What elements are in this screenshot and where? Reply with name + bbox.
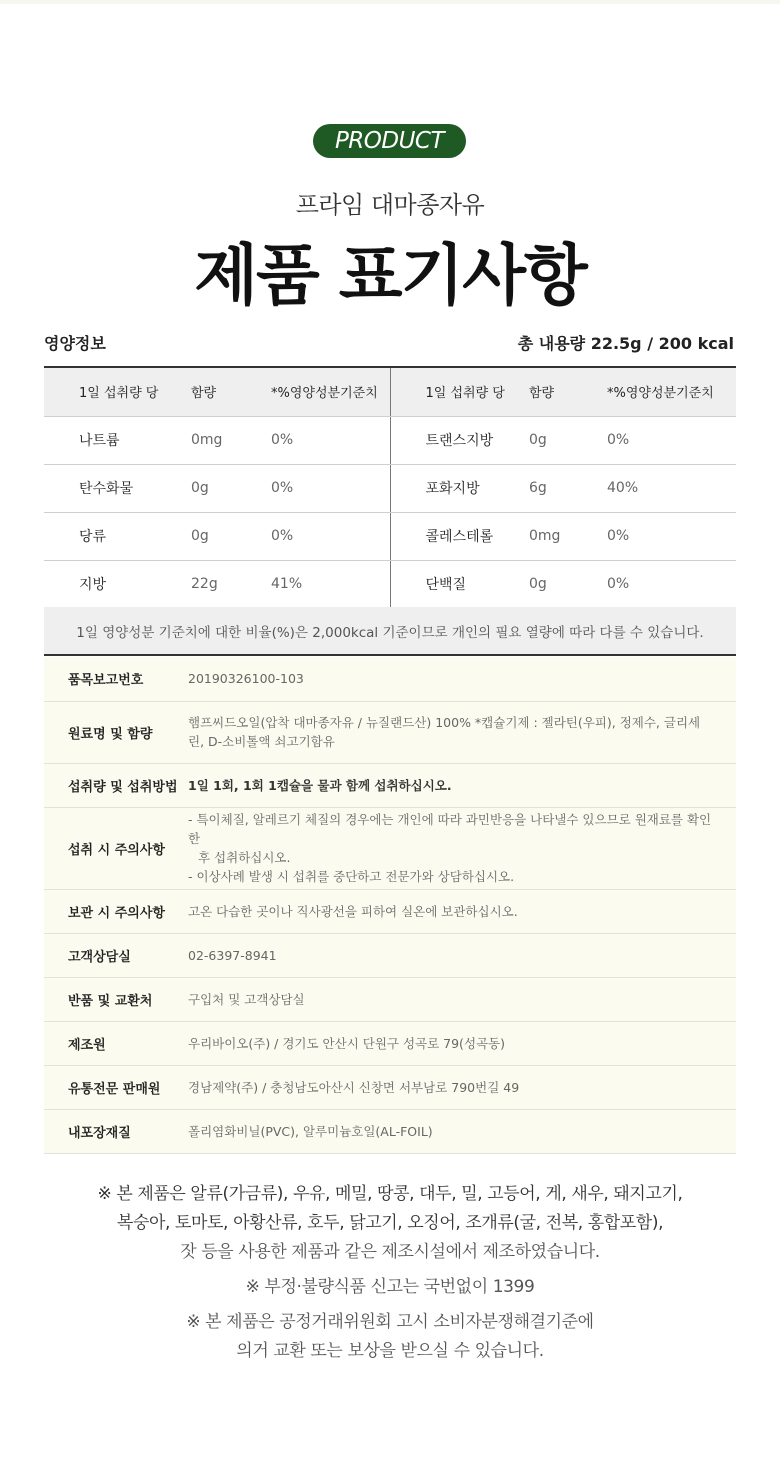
nutrition-row	[44, 512, 736, 560]
nutrition-total: 총 내용량 22.5g / 200 kcal	[517, 334, 734, 353]
nutrient-amount: 0g	[527, 560, 607, 608]
nutrient-amount: 0g	[527, 416, 607, 464]
page-title: 제품 표기사항	[194, 237, 586, 314]
info-row	[44, 889, 736, 933]
col-percent: *%영양성분기준치	[607, 367, 736, 416]
product-info-table	[44, 657, 736, 1154]
info-key: 반품 및 교환처	[44, 977, 188, 1021]
nutrient-name: 콜레스테롤	[390, 512, 527, 560]
nutrient-name: 나트륨	[44, 416, 189, 464]
nutrient-name: 당류	[44, 512, 189, 560]
nutrient-name: 탄수화물	[44, 464, 189, 512]
allergen-notice: 복숭아, 토마토, 아황산류, 호두, 닭고기, 오징어, 조개류(굴, 전복, 홍합포함),	[116, 1213, 664, 1233]
info-value: 햄프씨드오일(압착 대마종자유 / 뉴질랜드산) 100% *캡슐기제 : 젤라틴(우피), 정제수, 글리세린, D-소비톨액 쇠고기함유	[188, 701, 736, 763]
product-name: 프라임 대마종자유	[295, 191, 485, 219]
info-row	[44, 763, 736, 807]
info-value: 경남제약(주) / 충청남도아산시 신창면 서부남로 790번길 49	[188, 1065, 736, 1109]
info-key: 품목보고번호	[44, 657, 188, 701]
info-key: 섭취량 및 섭취방법	[44, 763, 188, 807]
info-value: 20190326100-103	[188, 657, 736, 701]
nutrient-name: 포화지방	[390, 464, 527, 512]
info-key: 제조원	[44, 1021, 188, 1065]
nutrient-amount: 0mg	[527, 512, 607, 560]
info-value: 폴리염화비닐(PVC), 알루미늄호일(AL-FOIL)	[188, 1109, 736, 1153]
col-amount: 함량	[527, 367, 607, 416]
info-key: 유통전문 판매원	[44, 1065, 188, 1109]
nutrition-row	[44, 416, 736, 464]
nutrient-name: 단백질	[390, 560, 527, 608]
info-value: 고온 다습한 곳이나 직사광선을 피하여 실온에 보관하십시오.	[188, 889, 736, 933]
nutrient-percent: 0%	[271, 512, 390, 560]
info-key: 섭취 시 주의사항	[44, 807, 188, 889]
info-key: 보관 시 주의사항	[44, 889, 188, 933]
nutrient-amount: 0g	[189, 512, 271, 560]
report-notice: ※ 부정·불량식품 신고는 국번없이 1399	[245, 1277, 535, 1297]
info-value: 02-6397-8941	[188, 933, 736, 977]
nutrient-amount: 22g	[189, 560, 271, 608]
nutrient-name: 지방	[44, 560, 189, 608]
notice-section	[0, 1180, 780, 1366]
col-amount: 함량	[189, 367, 271, 416]
nutrition-table	[44, 366, 736, 609]
col-serving: 1일 섭취량 당	[390, 367, 527, 416]
nutrition-footnote: 1일 영양성분 기준치에 대한 비율(%)은 2,000kcal 기준이므로 개인의 필요 열량에 따라 다를 수 있습니다.	[44, 607, 736, 656]
info-key: 내포장재질	[44, 1109, 188, 1153]
allergen-notice: ※ 본 제품은 알류(가금류), 우유, 메밀, 땅콩, 대두, 밀, 고등어, 게, 새우, 돼지고기,	[97, 1184, 683, 1204]
nutrient-percent: 0%	[607, 512, 736, 560]
nutrient-amount: 0g	[189, 464, 271, 512]
info-value	[188, 807, 736, 889]
nutrient-percent: 0%	[271, 416, 390, 464]
info-value: 구입처 및 고객상담실	[188, 977, 736, 1021]
col-serving: 1일 섭취량 당	[44, 367, 189, 416]
info-row	[44, 701, 736, 763]
top-strip	[0, 0, 780, 4]
info-row	[44, 1021, 736, 1065]
caution-line: - 이상사례 발생 시 섭취를 중단하고 전문가와 상담하십시오.	[188, 869, 515, 884]
info-value: 1일 1회, 1회 1캡슐을 물과 함께 섭취하십시오.	[188, 763, 736, 807]
info-row	[44, 807, 736, 889]
nutrient-percent: 40%	[607, 464, 736, 512]
nutrient-name: 트랜스지방	[390, 416, 527, 464]
info-row	[44, 1065, 736, 1109]
info-row	[44, 933, 736, 977]
info-key: 고객상담실	[44, 933, 188, 977]
nutrient-percent: 0%	[607, 560, 736, 608]
info-value: 우리바이오(주) / 경기도 안산시 단원구 성곡로 79(성곡동)	[188, 1021, 736, 1065]
nutrient-percent: 0%	[271, 464, 390, 512]
nutrition-header-row	[44, 367, 736, 416]
info-row	[44, 657, 736, 701]
dispute-notice: 의거 교환 또는 보상을 받으실 수 있습니다.	[236, 1341, 544, 1361]
product-badge: PRODUCT	[313, 124, 466, 158]
nutrition-row	[44, 464, 736, 512]
allergen-notice: 잣 등을 사용한 제품과 같은 제조시설에서 제조하였습니다.	[180, 1242, 600, 1262]
nutrition-label: 영양정보	[44, 334, 106, 353]
info-row	[44, 1109, 736, 1153]
caution-line: 후 섭취하십시오.	[198, 850, 291, 865]
col-percent: *%영양성분기준치	[271, 367, 390, 416]
dispute-notice: ※ 본 제품은 공정거래위원회 고시 소비자분쟁해결기준에	[186, 1312, 594, 1332]
info-row	[44, 977, 736, 1021]
nutrition-row	[44, 560, 736, 608]
nutrient-amount: 6g	[527, 464, 607, 512]
nutrient-amount: 0mg	[189, 416, 271, 464]
nutrient-percent: 41%	[271, 560, 390, 608]
caution-line: - 특이체질, 알레르기 체질의 경우에는 개인에 따라 과민반응을 나타낼수 있으므로 원재료를 확인한	[188, 812, 712, 846]
nutrient-percent: 0%	[607, 416, 736, 464]
info-key: 원료명 및 함량	[44, 701, 188, 763]
